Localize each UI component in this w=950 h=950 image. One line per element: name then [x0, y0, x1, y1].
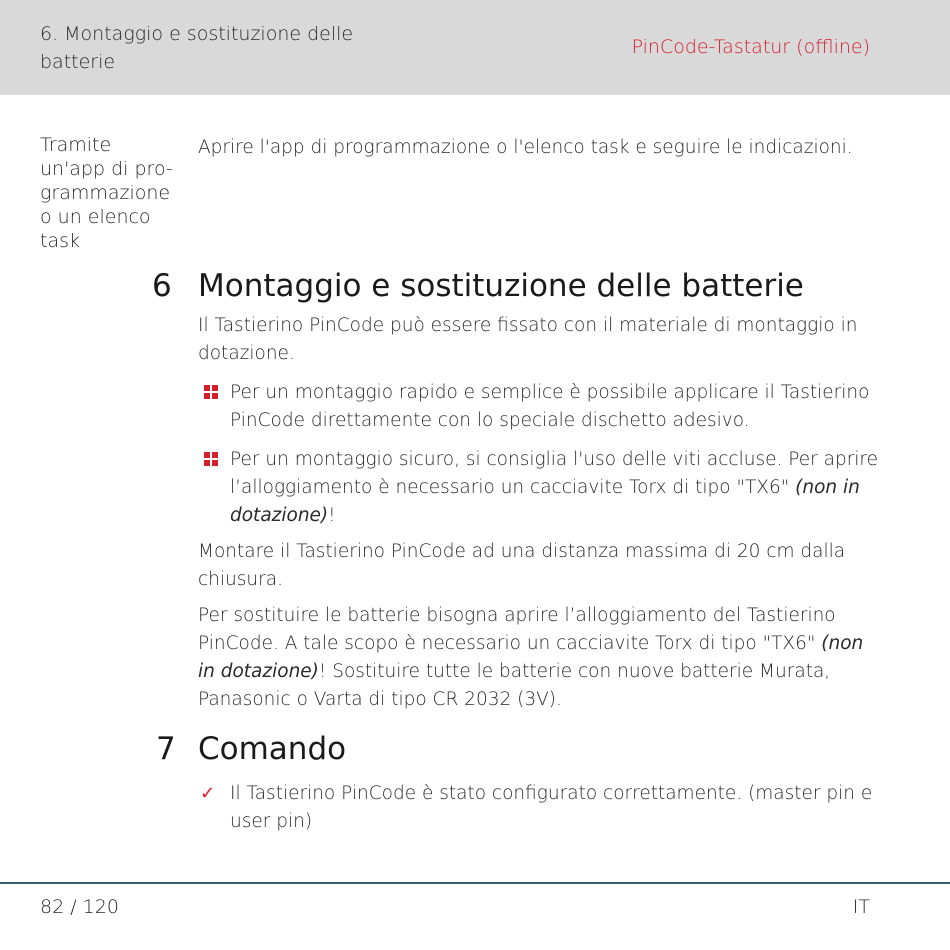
section-7-number: 7 [156, 731, 176, 767]
list-item [198, 446, 878, 530]
page-number: 82 / 120 [40, 896, 119, 918]
section-6-para2: Montare il Tastierino PinCode ad una distanza massima di 20 cm dalla chiusura. [198, 541, 846, 590]
header-section-title: 6. Montaggio e sostituzione delle batterie [40, 23, 354, 73]
checkmark-icon: ✓ [200, 783, 216, 804]
intro-block [198, 134, 878, 162]
side-note: Tramite un'app di pro-grammazione o un elenco task [40, 134, 173, 252]
section-6-title: Montaggio e sostituzione delle batterie [198, 268, 804, 304]
bullet-note: (non in dotazione) [230, 477, 860, 526]
check-text: Il Tastierino PinCode è stato configurato correttamente. (master pin e user pin) [230, 783, 873, 832]
bullet-text: Per un montaggio rapido e semplice è possibile applicare il Tastierino PinCode direttamente con lo speciale dischetto adesivo. [230, 382, 870, 431]
section-7-body [198, 780, 878, 836]
header-product-title: PinCode-Tastatur (offline) [631, 36, 870, 58]
para3-text: Per sostituire le batterie bisogna aprire l’alloggiamento del Tastierino PinCode. A tale scopo è necessario un cacciavite Torx di tipo "TX6" [198, 605, 836, 654]
section-6-body [198, 312, 878, 714]
footer-divider [0, 882, 950, 884]
list-item [198, 780, 878, 836]
page-header [0, 0, 950, 95]
bullet-text: Per un montaggio sicuro, si consiglia l'uso delle viti accluse. Per aprire l’alloggiamento è necessario un cacciavite Torx di tipo "TX6" [230, 449, 879, 498]
para3-text-end: ! Sostituire tutte le batterie con nuove batterie Murata, Panasonic o Varta di tipo CR 2032 (3V). [198, 661, 831, 710]
section-7-title: Comando [198, 731, 347, 767]
intro-text: Aprire l'app di programmazione o l'elenco task e seguire le indicazioni. [198, 137, 853, 158]
section-6-para3 [198, 602, 878, 714]
bullet-icon [204, 452, 218, 466]
para3-note: (non in dotazione) [198, 633, 864, 682]
section-6-number: 6 [152, 268, 172, 304]
list-item [198, 379, 878, 435]
section-6-para1: Il Tastierino PinCode può essere fissato con il materiale di montaggio in dotazione. [198, 315, 858, 364]
bullet-text-end: ! [328, 505, 336, 526]
language-code: IT [852, 896, 870, 918]
bullet-icon [204, 385, 218, 399]
